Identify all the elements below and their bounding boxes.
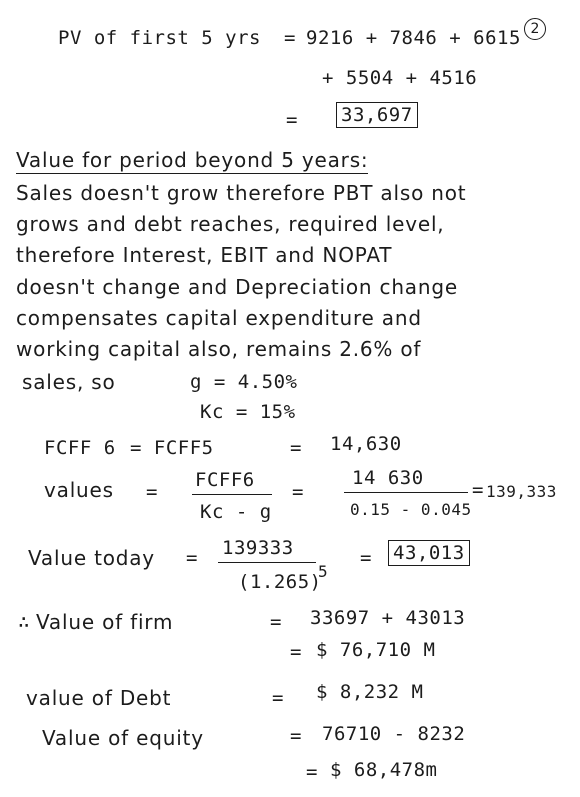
- equity-calc: 76710 - 8232: [322, 723, 466, 745]
- value-of-equity-result: $ 68,478m: [330, 759, 438, 781]
- value-of-firm-result: $ 76,710 M: [316, 639, 436, 661]
- fraction-denominator: Kc - g: [200, 501, 272, 523]
- equals-sign: =: [290, 641, 302, 663]
- equals-sign: =: [292, 481, 304, 503]
- pv-result-box: 33,697: [336, 102, 418, 128]
- firm-sum: 33697 + 43013: [310, 607, 466, 629]
- equals-sign: =: [472, 479, 484, 501]
- fcff5-ref: = FCFF5: [130, 437, 214, 459]
- fraction-denominator: (1.265): [238, 571, 322, 593]
- value-today-result-box: 43,013: [388, 540, 470, 566]
- growth-rate: g = 4.50%: [190, 371, 298, 393]
- fraction-denominator: 0.15 - 0.045: [350, 500, 472, 519]
- exponent: 5: [318, 562, 329, 581]
- pv-terms-line1: 9216 + 7846 + 6615: [306, 27, 521, 49]
- equals-sign: =: [186, 547, 198, 569]
- paragraph-line: Sales doesn't grow therefore PBT also not: [16, 181, 467, 205]
- paragraph-line: grows and debt reaches, required level,: [16, 212, 445, 236]
- value-today-label: Value today: [28, 546, 155, 570]
- equals-sign: =: [272, 687, 284, 709]
- value-of-debt-label: value of Debt: [26, 686, 172, 710]
- fraction-numerator: 14 630: [352, 467, 424, 489]
- fcff6-label: FCFF 6: [44, 437, 116, 459]
- pv-label: PV of first 5 yrs: [58, 27, 261, 49]
- fraction-bar: [218, 562, 316, 563]
- fraction-numerator: FCFF6: [195, 469, 255, 491]
- equals-sign: =: [290, 725, 302, 747]
- equals-sign: =: [270, 611, 282, 633]
- paragraph-line: doesn't change and Depreciation change: [16, 275, 458, 299]
- value-of-equity-label: Value of equity: [42, 726, 204, 750]
- equals-sign: =: [290, 437, 302, 459]
- paragraph-line: working capital also, remains 2.6% of: [16, 337, 422, 361]
- equals-sign: =: [306, 761, 318, 783]
- therefore-symbol: ∴: [18, 611, 30, 633]
- cost-of-capital: Kc = 15%: [200, 401, 296, 423]
- pv-terms-line2: + 5504 + 4516: [322, 67, 478, 89]
- paragraph-line: compensates capital expenditure and: [16, 306, 422, 330]
- equals-sign: =: [284, 27, 296, 49]
- fraction-bar: [344, 492, 468, 493]
- equals-sign: =: [286, 109, 298, 131]
- fraction-numerator: 139333: [222, 537, 294, 559]
- fraction-bar: [192, 494, 272, 495]
- fcff-value: 14,630: [330, 433, 402, 455]
- equals-sign: =: [360, 547, 372, 569]
- page-number-badge: 2: [524, 18, 546, 40]
- equals-sign: =: [146, 481, 158, 503]
- paragraph-line: sales, so: [22, 370, 116, 394]
- section-heading: Value for period beyond 5 years:: [16, 148, 369, 172]
- value-of-debt-result: $ 8,232 M: [316, 681, 424, 703]
- paragraph-line: therefore Interest, EBIT and NOPAT: [16, 243, 393, 267]
- value-of-firm-label: Value of firm: [36, 610, 174, 634]
- terminal-value: 139,333: [486, 482, 557, 501]
- values-label: values: [44, 478, 114, 502]
